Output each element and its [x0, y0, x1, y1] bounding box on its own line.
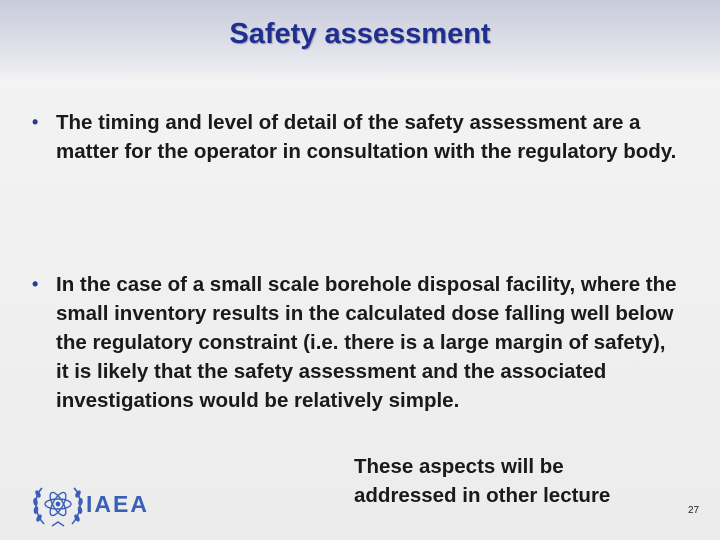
bullet-text: The timing and level of detail of the safety assessment are a matter for the operator in consultation with the regulatory body. — [56, 111, 677, 163]
bullet-item-2 — [32, 270, 682, 415]
bullet-item-1 — [32, 108, 682, 166]
slide-title: Safety assessment — [229, 18, 491, 50]
iaea-emblem-icon — [28, 480, 88, 532]
bullet-marker: • — [32, 112, 39, 132]
page-number: 27 — [688, 505, 700, 516]
lecture-note: These aspects will be addressed in other lecture — [354, 455, 611, 507]
bullet-marker: • — [32, 274, 39, 294]
bullet-text: In the case of a small scale borehole disposal facility, where the small inventory results in the calculated dose falling well below the regulatory constraint (i.e. there is a large margin of safety), it is likely that the safety assessment and the associated investigations would be relatively simple. — [56, 273, 677, 412]
iaea-logo-text: IAEA — [86, 491, 149, 517]
